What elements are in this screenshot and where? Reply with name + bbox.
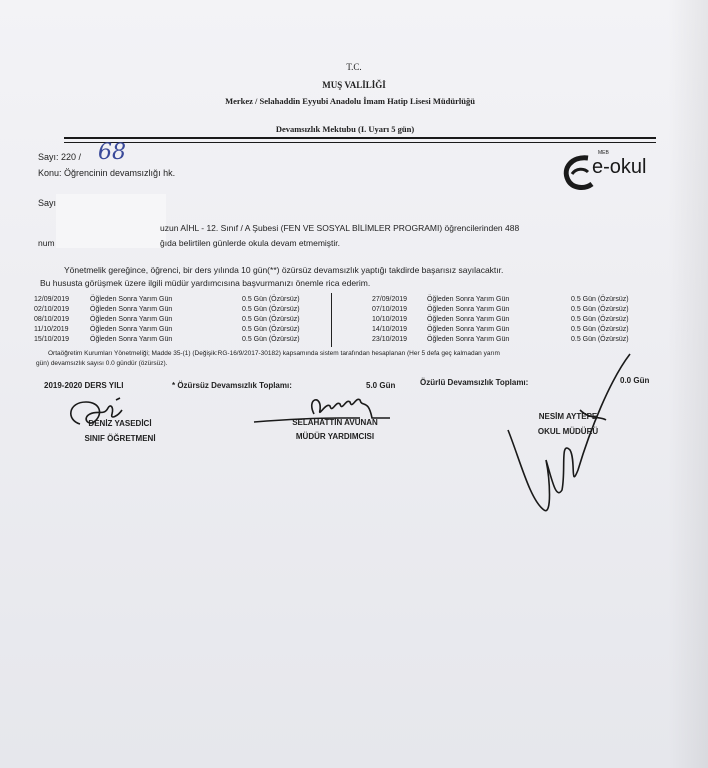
principal-name: NESİM AYTEPE <box>538 412 598 421</box>
unexcused-total-value: 5.0 Gün <box>366 381 396 390</box>
salutation: Sayı <box>38 198 57 208</box>
excused-total-value: 0.0 Gün <box>620 376 650 385</box>
school-name: Merkez / Selahaddin Eyyubi Anadolu İmam Hatip Lisesi Müdürlüğü <box>225 96 475 106</box>
valilik-label: MUŞ VALİLİĞİ <box>322 80 386 90</box>
principal-signature <box>500 350 660 520</box>
regulation-note-2: gün) devamsızlık sayısı 0.0 gündür (özürsüz). <box>36 360 168 367</box>
redacted-area <box>56 194 166 248</box>
teacher-name: DENİZ YASEDİCİ <box>88 419 152 428</box>
subject-line: Konu: Öğrencinin devamsızlığı hk. <box>38 168 176 178</box>
absence-amount: 0.5 Gün (Özürsüz) <box>242 326 300 333</box>
body-paragraph-2: Bu hususta görüşmek üzere ilgili müdür yardımcısına başvurmanızı önemle rica ederim. <box>40 278 371 288</box>
absence-amount: 0.5 Gün (Özürsüz) <box>242 296 300 303</box>
absence-date: 10/10/2019 <box>372 316 408 323</box>
absence-date: 23/10/2019 <box>372 336 408 343</box>
absence-type: Öğleden Sonra Yarım Gün <box>427 336 510 343</box>
absence-date: 08/10/2019 <box>34 316 70 323</box>
handwritten-number: 68 <box>98 140 126 165</box>
absence-type: Öğleden Sonra Yarım Gün <box>427 296 510 303</box>
header-rule-top <box>64 137 656 139</box>
absence-type: Öğleden Sonra Yarım Gün <box>90 316 173 323</box>
absence-date: 11/10/2019 <box>34 326 69 333</box>
absence-date: 27/09/2019 <box>372 296 408 303</box>
absence-type: Öğleden Sonra Yarım Gün <box>90 336 173 343</box>
absence-amount: 0.5 Gün (Özürsüz) <box>242 336 300 343</box>
vice-principal-title: MÜDÜR YARDIMCISI <box>295 432 375 441</box>
unexcused-total-label: * Özürsüz Devamsızlık Toplamı: <box>172 381 292 390</box>
vice-principal-signature <box>250 388 400 436</box>
principal-title: OKUL MÜDÜRÜ <box>537 427 599 436</box>
page-shadow <box>668 0 708 768</box>
body-paragraph-1: Yönetmelik gereğince, öğrenci, bir ders yılında 10 gün(**) özürsüz devamsızlık yaptığı takdirde başarısız sayılacaktır. <box>64 265 504 275</box>
absence-date: 02/10/2019 <box>34 306 70 313</box>
absence-amount: 0.5 Gün (Özürsüz) <box>571 326 629 333</box>
vice-principal-name: SELAHATTİN AVUNAN <box>292 418 378 427</box>
absence-type: Öğleden Sonra Yarım Gün <box>90 306 173 313</box>
teacher-title: SINIF ÖĞRETMENİ <box>84 434 156 443</box>
absence-amount: 0.5 Gün (Özürsüz) <box>571 336 629 343</box>
logo-text: e-okul <box>592 156 647 178</box>
absence-amount: 0.5 Gün (Özürsüz) <box>571 316 629 323</box>
absence-type: Öğleden Sonra Yarım Gün <box>90 296 173 303</box>
tc-label: T.C. <box>346 62 362 72</box>
header-rule-bottom <box>64 142 656 143</box>
document-title: Devamsızlık Mektubu (I. Uyarı 5 gün) <box>275 124 415 134</box>
absence-type: Öğleden Sonra Yarım Gün <box>427 326 510 333</box>
body-line-1: uzun AİHL - 12. Sınıf / A Şubesi (FEN VE SOSYAL BİLİMLER PROGRAMI) öğrencilerinden 488 <box>160 223 520 233</box>
column-divider <box>331 293 332 347</box>
absence-type: Öğleden Sonra Yarım Gün <box>427 316 510 323</box>
school-year: 2019-2020 DERS YILI <box>44 381 124 390</box>
absence-amount: 0.5 Gün (Özürsüz) <box>571 296 629 303</box>
regulation-note-1: Ortaöğretim Kurumları Yönetmeliği; Madde 35-(1) (Değişik:RG-16/9/2017-30182) kapsamında sistem tarafından hesaplanan (Her 5 defa geç kalmadan yarım <box>48 350 500 357</box>
e-okul-logo <box>558 148 658 192</box>
body-line-2-right: ğıda belirtilen günlerde okula devam etmemiştir. <box>160 238 341 248</box>
absence-amount: 0.5 Gün (Özürsüz) <box>242 316 300 323</box>
teacher-signature <box>60 396 150 436</box>
logo-small-text: MEB <box>598 150 609 156</box>
absence-amount: 0.5 Gün (Özürsüz) <box>242 306 300 313</box>
absence-date: 07/10/2019 <box>372 306 408 313</box>
absence-type: Öğleden Sonra Yarım Gün <box>427 306 510 313</box>
absence-date: 12/09/2019 <box>34 296 70 303</box>
absence-date: 15/10/2019 <box>34 336 70 343</box>
excused-total-label: Özürlü Devamsızlık Toplamı: <box>420 378 529 387</box>
absence-type: Öğleden Sonra Yarım Gün <box>90 326 173 333</box>
absence-amount: 0.5 Gün (Özürsüz) <box>571 306 629 313</box>
sayi-line: Sayı: 220 / <box>38 152 82 162</box>
absence-date: 14/10/2019 <box>372 326 408 333</box>
body-line-2-left: num <box>38 238 55 248</box>
